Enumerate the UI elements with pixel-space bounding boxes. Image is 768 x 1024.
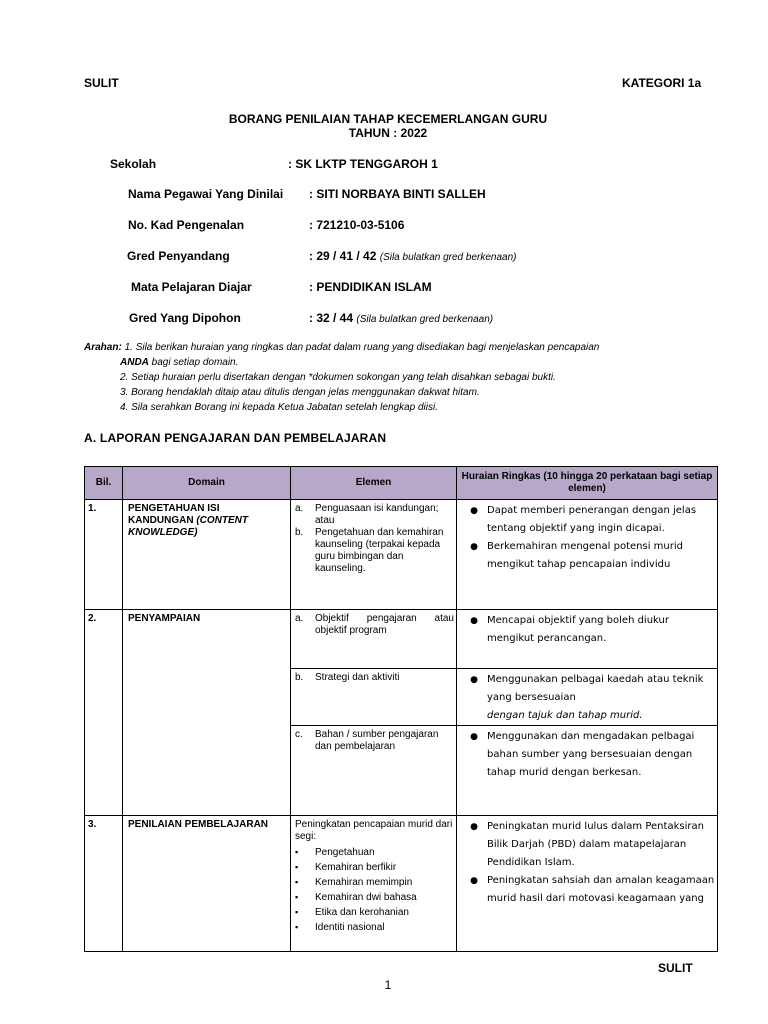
list-item: ▪ Kemahiran dwi bahasa — [295, 892, 417, 903]
list-item: ▪ Identiti nasional — [295, 922, 385, 933]
field-label-gred: Gred Penyandang — [127, 249, 230, 263]
bullet-icon: ● — [470, 506, 478, 516]
assessment-table — [84, 466, 718, 952]
section-heading-a: A. LAPORAN PENGAJARAN DAN PEMBELAJARAN — [84, 431, 387, 445]
list-item: ● Peningkatan murid lulus dalam Pentaksiran Bilik Darjah (PBD) dalam matapelajaran Pendidikan Islam. — [461, 818, 717, 872]
table-header-row — [85, 467, 718, 500]
list-item: a. Objektif pengajaran atau objektif program — [295, 613, 454, 636]
elemen-cell — [291, 610, 457, 669]
bullet-icon: ● — [470, 542, 478, 552]
field-note-gred-dipohon: (Sila bulatkan gred berkenaan) — [356, 314, 494, 325]
field-note-gred: (Sila bulatkan gred berkenaan) — [379, 252, 517, 263]
square-bullet-icon: ▪ — [295, 877, 299, 887]
instruction-1: 1. Sila berikan huraian yang ringkas dan padat dalam ruang yang disediakan bagi menjelaskan pencapaian — [124, 342, 600, 353]
instructions-label: Arahan: — [84, 342, 122, 353]
elemen-cell — [291, 669, 457, 726]
instruction-4: 4. Sila serahkan Borang ini kepada Ketua Jabatan setelah lengkap diisi. — [120, 402, 438, 413]
field-value-kad: : 721210-03-5106 — [309, 218, 405, 232]
col-header-elemen: Elemen — [291, 467, 457, 500]
form-title: BORANG PENILAIAN TAHAP KECEMERLANGAN GURU — [228, 112, 548, 126]
instruction-1-cont: bagi setiap domain. — [148, 357, 239, 368]
square-bullet-icon: ▪ — [295, 847, 299, 857]
list-item: ● Mencapai objektif yang boleh diukur mengikut perancangan. — [461, 612, 717, 648]
header-kategori: KATEGORI 1a — [622, 76, 702, 90]
domain-cell: PENILAIAN PEMBELAJARAN — [123, 816, 291, 952]
bullet-icon: ● — [470, 675, 478, 685]
field-value-gred: : 29 / 41 / 42 (Sila bulatkan gred berkenaan) — [309, 249, 517, 263]
domain-cell: PENGETAHUAN ISI KANDUNGAN (CONTENT KNOWLEDGE) — [123, 500, 291, 610]
list-item: a. Penguasaan isi kandungan; atau — [295, 503, 439, 526]
square-bullet-icon: ▪ — [295, 862, 299, 872]
field-label-kad: No. Kad Pengenalan — [128, 218, 245, 232]
list-item: c. Bahan / sumber pengajaran dan pembelajaran — [295, 729, 439, 752]
bullet-icon: ● — [470, 876, 478, 886]
list-item: ● Peningkatan sahsiah dan amalan keagamaan murid hasil dari motovasi keagamaan yang — [461, 872, 717, 908]
elemen-intro: Peningkatan pencapaian murid dari segi: — [295, 819, 453, 842]
header-sulit: SULIT — [84, 76, 119, 90]
list-item: ▪ Etika dan kerohanian — [295, 907, 409, 918]
col-header-bil: Bil. — [85, 467, 123, 500]
field-label-gred-dipohon: Gred Yang Dipohon — [129, 311, 241, 325]
field-label-sekolah: Sekolah — [110, 157, 157, 171]
instructions — [84, 340, 704, 415]
list-item: ● Dapat memberi penerangan dengan jelas tentang objektif yang ingin dicapai. — [461, 502, 717, 538]
page-number: 1 — [384, 978, 392, 992]
field-value-sekolah: : SK LKTP TENGGAROH 1 — [288, 157, 438, 171]
list-item: ● Menggunakan pelbagai kaedah atau teknik yang bersesuaian dengan tajuk dan tahap murid. — [461, 671, 717, 725]
instruction-2: 2. Setiap huraian perlu disertakan dengan *dokumen sokongan yang telah disahkan sebagai bukti. — [120, 372, 556, 383]
form-year: TAHUN : 2022 — [348, 126, 428, 140]
table-row — [85, 816, 718, 952]
huraian-cell[interactable] — [457, 816, 718, 952]
bullet-icon: ● — [470, 732, 478, 742]
bullet-icon: ● — [470, 822, 478, 832]
huraian-cell[interactable] — [457, 669, 718, 726]
bullet-icon: ● — [470, 616, 478, 626]
row-number: 1. — [85, 500, 123, 610]
instruction-3: 3. Borang hendaklah ditaip atau ditulis dengan jelas menggunakan dakwat hitam. — [120, 387, 480, 398]
field-label-nama: Nama Pegawai Yang Dinilai — [128, 187, 284, 201]
field-value-mapel: : PENDIDIKAN ISLAM — [309, 280, 432, 294]
list-item: ▪ Pengetahuan — [295, 847, 375, 858]
huraian-cell[interactable] — [457, 610, 718, 669]
elemen-cell — [291, 500, 457, 610]
col-header-huraian: Huraian Ringkas (10 hingga 20 perkataan bagi setiap elemen) — [457, 467, 718, 500]
list-item: b. Strategi dan aktiviti — [295, 672, 400, 683]
square-bullet-icon: ▪ — [295, 892, 299, 902]
huraian-cell[interactable] — [457, 500, 718, 610]
list-item: ● Menggunakan dan mengadakan pelbagai bahan sumber yang bersesuaian dengan tahap murid dengan berkesan. — [461, 728, 717, 782]
row-number: 2. — [85, 610, 123, 816]
domain-cell: PENYAMPAIAN — [123, 610, 291, 816]
square-bullet-icon: ▪ — [295, 922, 299, 932]
field-value-nama: : SITI NORBAYA BINTI SALLEH — [309, 187, 486, 201]
table-row — [85, 610, 718, 669]
list-item: ▪ Kemahiran berfikir — [295, 862, 397, 873]
huraian-cell[interactable] — [457, 726, 718, 816]
list-item: ▪ Kemahiran memimpin — [295, 877, 413, 888]
field-value-gred-dipohon: : 32 / 44 (Sila bulatkan gred berkenaan) — [309, 311, 494, 325]
domain-english: (CONTENT KNOWLEDGE) — [128, 515, 249, 538]
col-header-domain: Domain — [123, 467, 291, 500]
square-bullet-icon: ▪ — [295, 907, 299, 917]
elemen-cell — [291, 726, 457, 816]
footer-sulit: SULIT — [658, 961, 693, 975]
instruction-1-emphasis: ANDA — [120, 357, 149, 368]
elemen-cell — [291, 816, 457, 952]
list-item: b. Pengetahuan dan kemahiran kaunseling (terpakai kepada guru bimbingan dan kaunseling. — [295, 527, 444, 574]
field-label-mapel: Mata Pelajaran Diajar — [131, 280, 252, 294]
row-number: 3. — [85, 816, 123, 952]
list-item: ● Berkemahiran mengenal potensi murid mengikut tahap pencapaian individu — [461, 538, 717, 574]
table-row — [85, 500, 718, 610]
